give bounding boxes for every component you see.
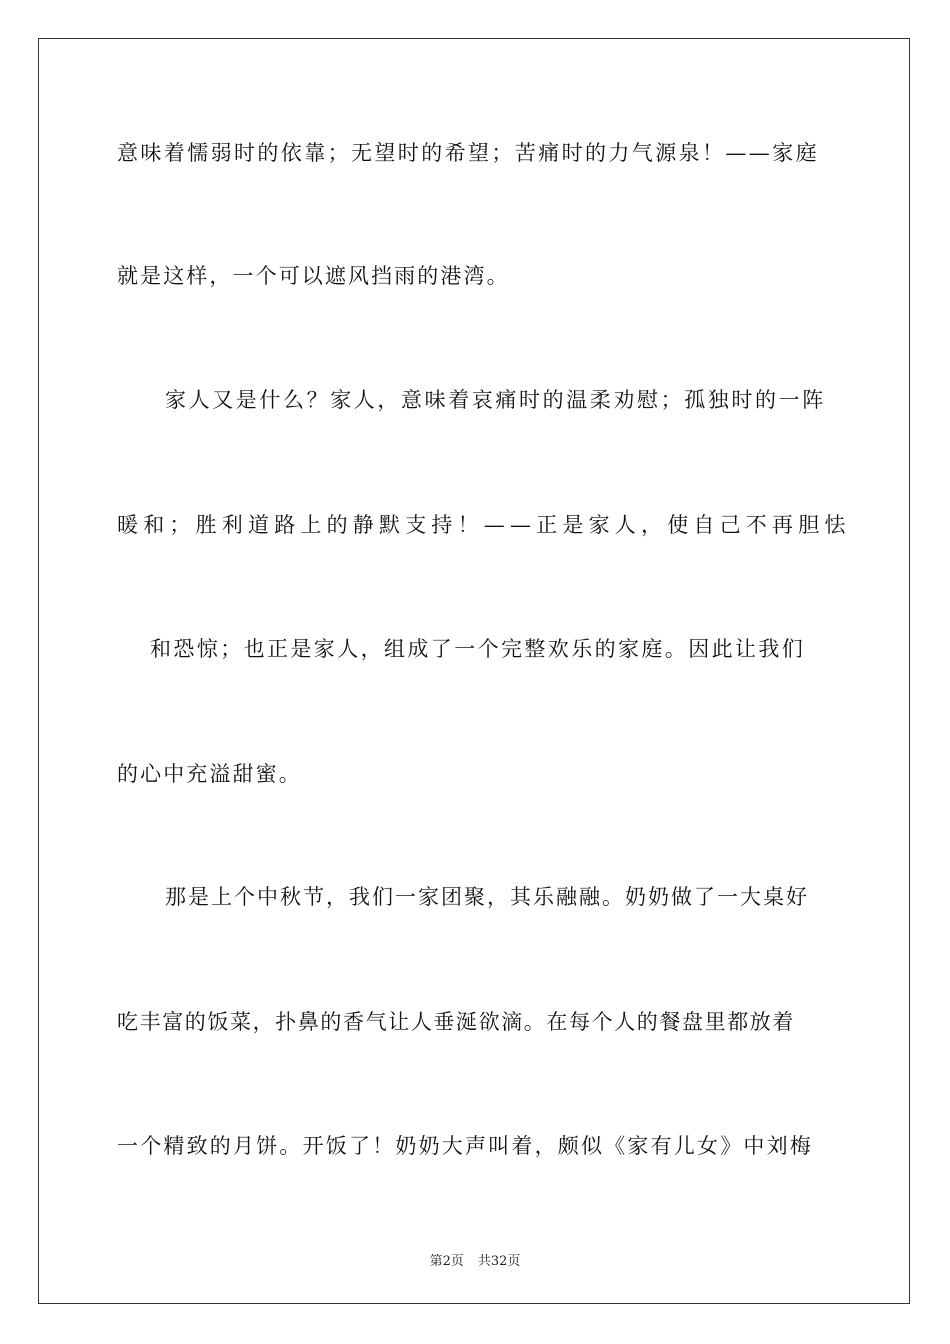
page-footer (0, 1250, 950, 1269)
text-line: 吃丰富的饭菜，扑鼻的香气让人垂涎欲滴。在每个人的餐盘里都放着 (117, 1010, 795, 1034)
text-line: 和恐惊；也正是家人，组成了一个完整欢乐的家庭。因此让我们 (150, 637, 806, 661)
paragraph-start-line: 那是上个中秋节，我们一家团聚，其乐融融。奶奶做了一大桌好 (165, 885, 809, 909)
page-number: 第2页 (429, 1254, 464, 1269)
text-line: 暖和；胜利道路上的静默支持！——正是家人，使自己不再胆怯 (117, 513, 851, 537)
text-line: 就是这样，一个可以遮风挡雨的港湾。 (117, 264, 510, 288)
paragraph-start-line: 家人又是什么？家人，意味着哀痛时的温柔劝慰；孤独时的一阵 (165, 388, 826, 412)
page-border (38, 38, 910, 1304)
page-total: 共32页 (477, 1254, 521, 1269)
text-line: 的心中充溢甜蜜。 (117, 762, 302, 786)
text-line: 一个精致的月饼。开饭了！奶奶大声叫着，颇似《家有儿女》中刘梅 (117, 1134, 813, 1158)
text-line: 意味着懦弱时的依靠；无望时的希望；苦痛时的力气源泉！——家庭 (117, 141, 819, 165)
